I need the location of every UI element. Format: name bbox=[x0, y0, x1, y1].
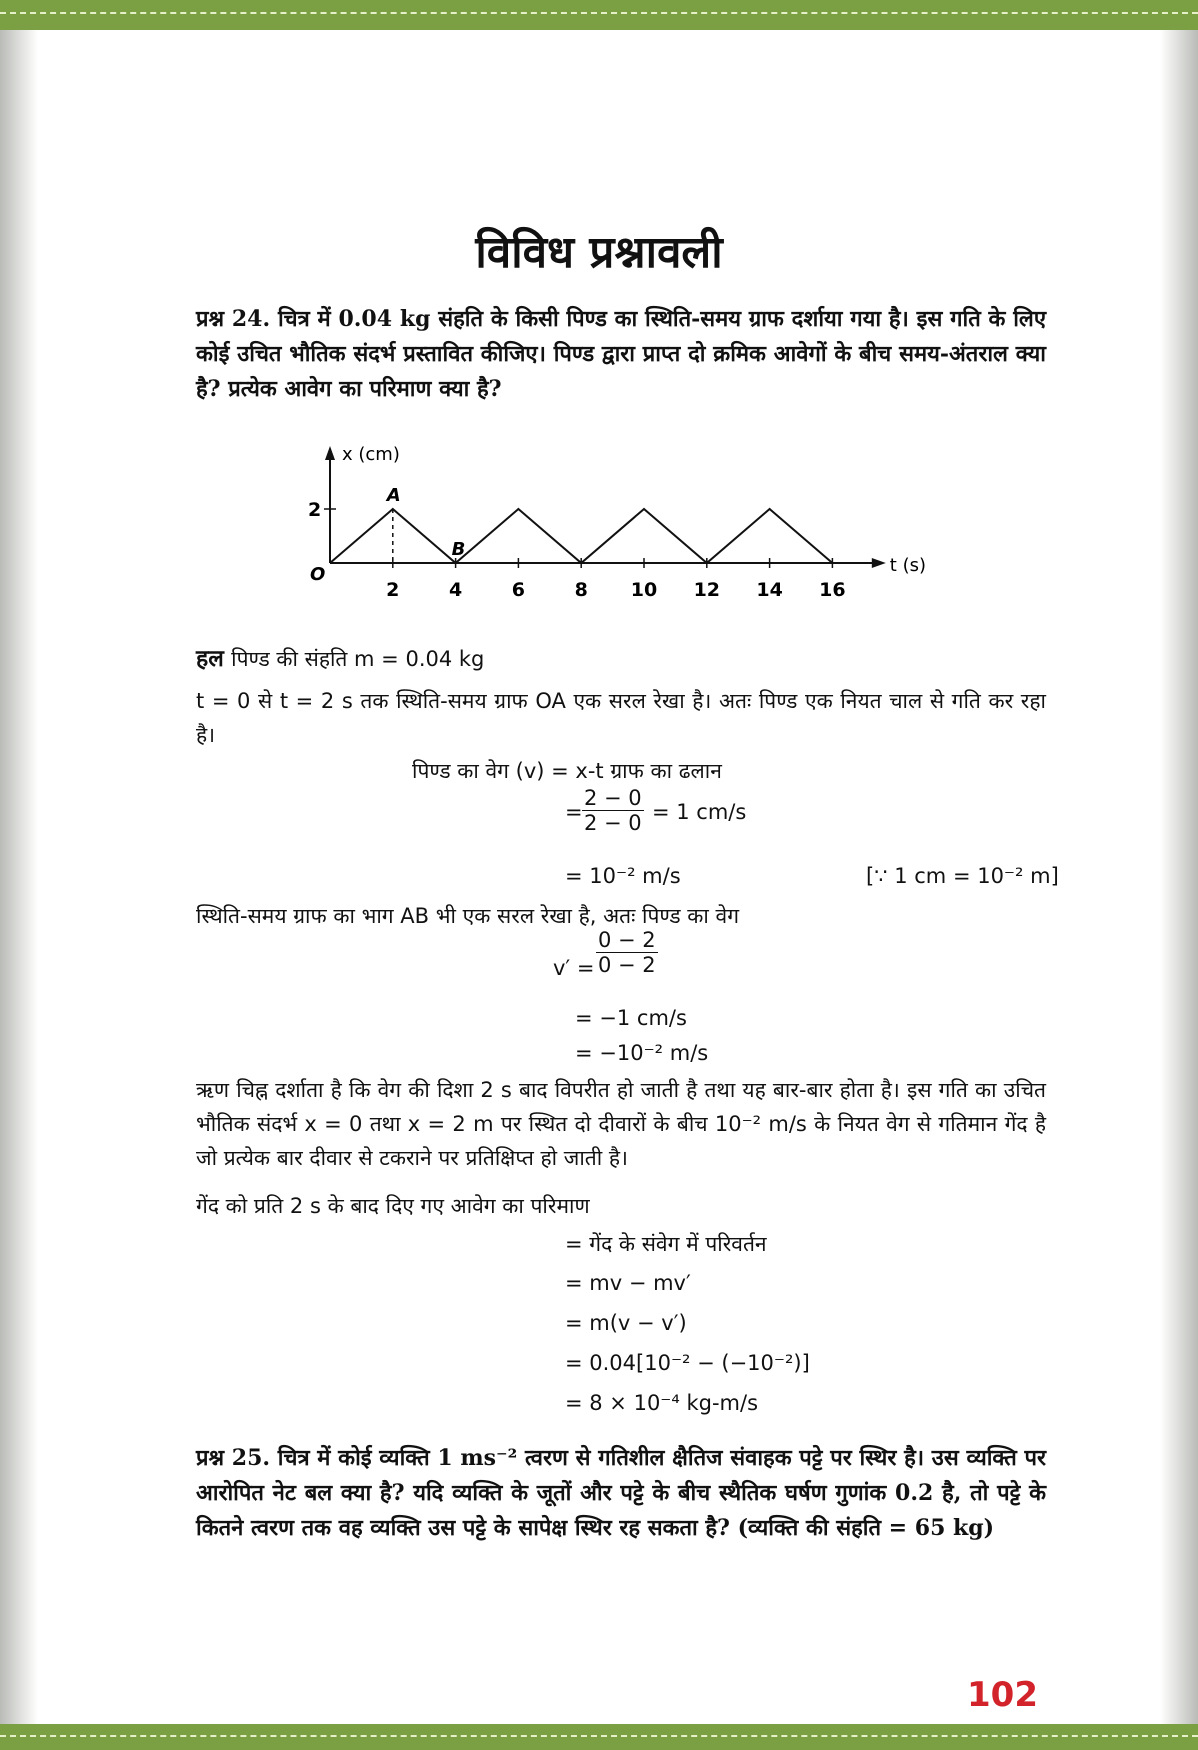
velocity-equals: = bbox=[565, 800, 583, 824]
x-tick-label: 8 bbox=[574, 579, 588, 601]
x-tick-label: 12 bbox=[693, 579, 721, 601]
fraction-2-numerator: 0 − 2 bbox=[598, 928, 656, 952]
y-axis-label: x (cm) bbox=[342, 444, 400, 465]
x-tick-label: 6 bbox=[511, 579, 526, 601]
solution-para-2: स्थिति-समय ग्राफ का भाग AB भी एक सरल रेखा है, अतः पिण्ड का वेग bbox=[196, 904, 740, 928]
fraction-1-denominator: 2 − 0 bbox=[584, 811, 642, 835]
x-tick-label: 2 bbox=[386, 579, 400, 601]
x-tick-label: 4 bbox=[448, 579, 463, 601]
velocity-2-line-3: = −10⁻² m/s bbox=[575, 1041, 709, 1065]
question-25-text: चित्र में कोई व्यक्ति 1 ms⁻² त्वरण से गतिशील क्षैतिज संवाहक पट्टे पर स्थिर है। उस व्यक्ति पर आरोपित नेट बल क्या है? यदि व्यक्ति के जूतों और पट्टे के बीच स्थैतिक घर्षण गुणांक 0.2 है, तो पट्टे के कितने त्वरण तक वह व्यक्ति उस पट्टे के सापेक्ष स्थिर रह सकता है? (व्यक्ति की संहति = 65 kg) bbox=[196, 1445, 1046, 1541]
y-axis-arrow bbox=[325, 446, 335, 460]
series-line bbox=[330, 509, 832, 563]
impulse-step-2: = mv − mv′ bbox=[565, 1271, 691, 1295]
question-24-text: चित्र में 0.04 kg संहति के किसी पिण्ड का स्थिति-समय ग्राफ दर्शाया गया है। इस गति के लिए कोई उचित भौतिक संदर्भ प्रस्तावित कीजिए। पिण्ड द्वारा प्राप्त दो क्रमिक आवेगों के बीच समय-अंतराल क्या है? प्रत्येक आवेग का परिमाण क्या है? bbox=[196, 306, 1046, 402]
mass-text: पिण्ड की संहति m = 0.04 kg bbox=[231, 647, 485, 671]
point-label-b: B bbox=[451, 539, 466, 560]
fraction-2-denominator: 0 − 2 bbox=[598, 953, 656, 977]
velocity-2-line-2: = −1 cm/s bbox=[575, 1006, 687, 1030]
impulse-step-1: = गेंद के संवेग में परिवर्तन bbox=[565, 1232, 767, 1256]
position-time-graph bbox=[300, 420, 940, 620]
solution-para-3: ऋण चिह्न दर्शाता है कि वेग की दिशा 2 s बाद विपरीत हो जाती है तथा यह बार-बार होता है। इस गति का उचित भौतिक संदर्भ x = 0 तथा x = 2 m पर स्थित दो दीवारों के बीच 10⁻² m/s के नियत वेग से गतिमान गेंद है जो प्रत्येक बार दीवार से टकराने पर प्रतिक्षिप्त हो जाती है। bbox=[196, 1078, 1046, 1170]
solution-para-1: t = 0 से t = 2 s तक स्थिति-समय ग्राफ OA एक सरल रेखा है। अतः पिण्ड एक नियत चाल से गति कर रहा है। bbox=[196, 689, 1046, 747]
solution-mass-line bbox=[196, 641, 484, 673]
question-25 bbox=[196, 1441, 1046, 1546]
velocity-line-1: पिण्ड का वेग (v) = x-t ग्राफ का ढलान bbox=[412, 759, 722, 783]
point-label-a: A bbox=[386, 485, 401, 506]
page-number: 102 bbox=[967, 1675, 1038, 1715]
fraction-1-numerator: 2 − 0 bbox=[584, 786, 642, 810]
impulse-step-3: = m(v − v′) bbox=[565, 1311, 687, 1335]
x-tick-label: 10 bbox=[630, 579, 658, 601]
x-tick-label: 14 bbox=[756, 579, 783, 601]
x-axis-label: t (s) bbox=[889, 555, 927, 576]
x-axis-arrow bbox=[872, 558, 886, 568]
origin-label: O bbox=[310, 564, 326, 585]
velocity-line-3: = 10⁻² m/s bbox=[565, 864, 681, 888]
velocity-fraction-1 bbox=[582, 786, 644, 835]
question-24-label: प्रश्न 24. bbox=[196, 306, 271, 332]
question-24 bbox=[196, 302, 1046, 407]
x-tick-label: 16 bbox=[819, 579, 846, 601]
y-tick-label: 2 bbox=[308, 499, 322, 521]
impulse-intro: गेंद को प्रति 2 s के बाद दिए गए आवेग का परिमाण bbox=[196, 1194, 590, 1218]
solution-label: हल bbox=[196, 645, 224, 672]
page-title: विविध प्रश्नावली bbox=[475, 227, 723, 278]
velocity-fraction-2 bbox=[596, 928, 658, 977]
velocity-result-1: = 1 cm/s bbox=[652, 800, 747, 824]
unit-note: [∵ 1 cm = 10⁻² m] bbox=[866, 864, 1059, 888]
velocity-2-label: v′ = bbox=[553, 956, 595, 980]
question-25-label: प्रश्न 25. bbox=[196, 1445, 271, 1471]
impulse-step-5: = 8 × 10⁻⁴ kg-m/s bbox=[565, 1391, 759, 1415]
impulse-step-4: = 0.04[10⁻² − (−10⁻²)] bbox=[565, 1351, 810, 1375]
